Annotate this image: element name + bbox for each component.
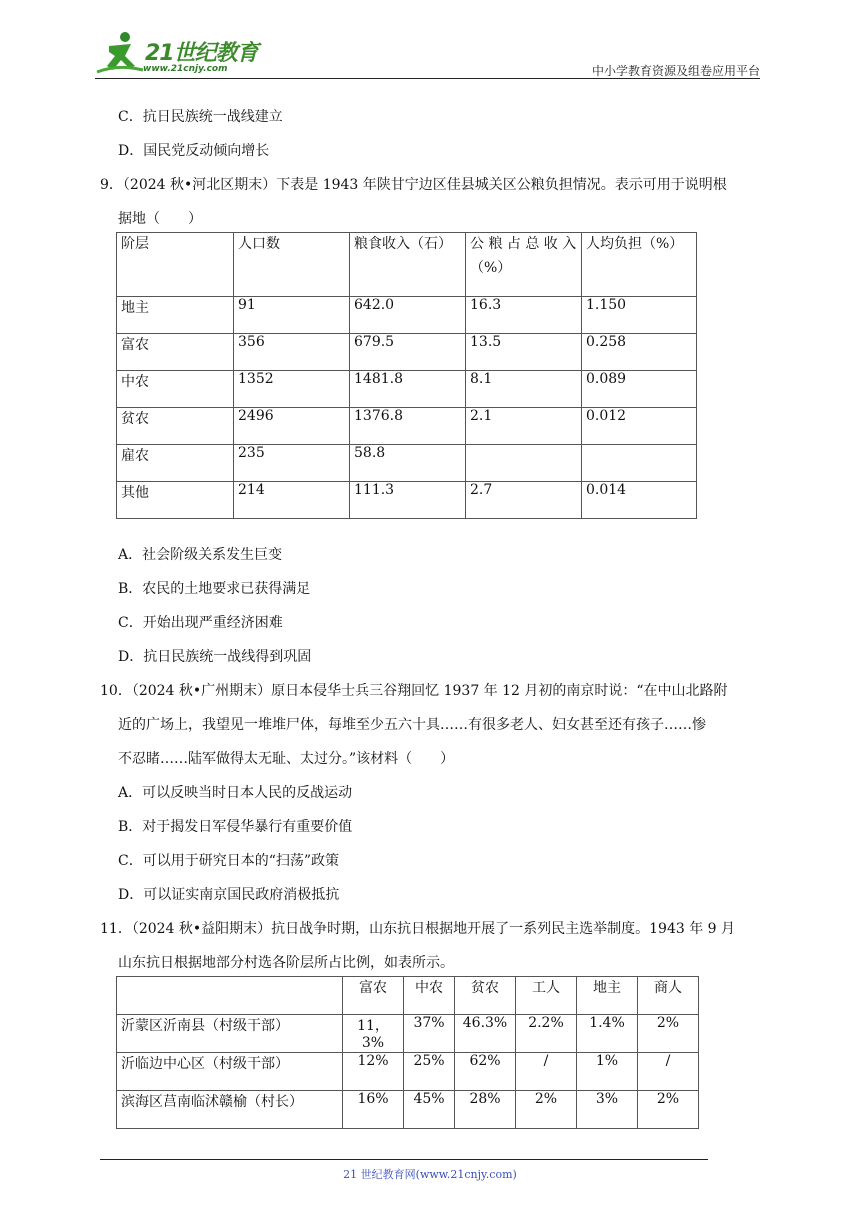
table-cell: 45% bbox=[404, 1091, 455, 1129]
table-cell: / bbox=[516, 1053, 577, 1091]
header-cell: 贫农 bbox=[455, 977, 516, 1015]
q9-option-b: B．农民的土地要求已获得满足 bbox=[118, 581, 311, 597]
table-cell: 1376.8 bbox=[350, 408, 466, 445]
table-cell: 111.3 bbox=[350, 482, 466, 519]
header-cell: 工人 bbox=[516, 977, 577, 1015]
table-cell: 滨海区莒南临沭赣榆（村长） bbox=[117, 1091, 343, 1129]
q9-option-c: C．开始出现严重经济困难 bbox=[118, 615, 283, 631]
q10-option-b: B．对于揭发日军侵华暴行有重要价值 bbox=[118, 819, 353, 835]
footer-link[interactable]: 21 世纪教育网(www.21cnjy.com) bbox=[343, 1168, 517, 1181]
table-cell: 富农 bbox=[117, 334, 234, 371]
table-cell bbox=[582, 445, 697, 482]
header-cell bbox=[117, 977, 343, 1015]
table-cell: 2.7 bbox=[466, 482, 582, 519]
table-cell: 8.1 bbox=[466, 371, 582, 408]
platform-name: 中小学教育资源及组卷应用平台 bbox=[591, 64, 760, 78]
site-logo bbox=[95, 30, 265, 80]
header-cell: 富农 bbox=[343, 977, 404, 1015]
table-cell: 235 bbox=[234, 445, 350, 482]
table-cell: 356 bbox=[234, 334, 350, 371]
header-cell bbox=[466, 233, 582, 297]
table-cell: 214 bbox=[234, 482, 350, 519]
q9-option-d: D．抗日民族统一战线得到巩固 bbox=[118, 649, 312, 665]
header-text: 公 粮 占 总 收 入 bbox=[470, 236, 577, 252]
table-cell: 16.3 bbox=[466, 297, 582, 334]
table-header-row bbox=[117, 233, 697, 297]
q10-stem-line3: 不忍睹……陆军做得太无耻、太过分。”该材料（ ） bbox=[118, 751, 455, 767]
table-cell: 1.4% bbox=[577, 1015, 638, 1053]
q11-stem-line1: 11．（2024 秋•益阳期末）抗日战争时期，山东抗日根据地开展了一系列民主选举制度。1943 年 9 月 bbox=[100, 921, 736, 937]
q9-table bbox=[116, 232, 697, 519]
table-row bbox=[117, 1091, 699, 1129]
header-cell: 人均负担（%） bbox=[582, 233, 697, 297]
q10-stem-line2: 近的广场上，我望见一堆堆尸体，每堆至少五六十具……有很多老人、妇女甚至还有孩子……惨 bbox=[118, 717, 706, 733]
q9-option-a: A．社会阶级关系发生巨变 bbox=[118, 547, 283, 563]
q11-table bbox=[116, 976, 699, 1129]
table-cell: 0.258 bbox=[582, 334, 697, 371]
table-row bbox=[117, 1015, 699, 1053]
table-header-row bbox=[117, 977, 699, 1015]
table-cell: 62% bbox=[455, 1053, 516, 1091]
table-row bbox=[117, 297, 697, 334]
table-cell: 679.5 bbox=[350, 334, 466, 371]
table-cell: 16% bbox=[343, 1091, 404, 1129]
q11-stem-line2: 山东抗日根据地部分村选各阶层所占比例，如表所示。 bbox=[118, 955, 454, 971]
table-cell: 1352 bbox=[234, 371, 350, 408]
header-cell: 人口数 bbox=[234, 233, 350, 297]
prev-option-c: C．抗日民族统一战线建立 bbox=[118, 109, 283, 125]
header-cell: 粮食收入（石） bbox=[350, 233, 466, 297]
logo-url: www.21cnjy.com bbox=[143, 64, 228, 74]
table-cell: 贫农 bbox=[117, 408, 234, 445]
table-cell: 28% bbox=[455, 1091, 516, 1129]
table-cell: 2496 bbox=[234, 408, 350, 445]
header-divider bbox=[95, 78, 760, 79]
table-cell: 1481.8 bbox=[350, 371, 466, 408]
table-cell: 0.012 bbox=[582, 408, 697, 445]
header-cell: 商人 bbox=[638, 977, 699, 1015]
table-cell: 46.3% bbox=[455, 1015, 516, 1053]
table-cell: 2.1 bbox=[466, 408, 582, 445]
header-cell: 阶层 bbox=[117, 233, 234, 297]
table-cell: 中农 bbox=[117, 371, 234, 408]
table-cell: 91 bbox=[234, 297, 350, 334]
table-cell: 沂蒙区沂南县（村级干部） bbox=[117, 1015, 343, 1053]
table-cell: 地主 bbox=[117, 297, 234, 334]
q10-option-c: C．可以用于研究日本的“扫荡”政策 bbox=[118, 853, 340, 869]
table-cell: 3% bbox=[577, 1091, 638, 1129]
table-cell: 12% bbox=[343, 1053, 404, 1091]
table-row bbox=[117, 334, 697, 371]
table-cell bbox=[466, 445, 582, 482]
table-cell: 1.150 bbox=[582, 297, 697, 334]
table-row bbox=[117, 482, 697, 519]
table-cell: / bbox=[638, 1053, 699, 1091]
table-row bbox=[117, 408, 697, 445]
header-subtext: （%） bbox=[470, 260, 512, 276]
table-cell: 2.2% bbox=[516, 1015, 577, 1053]
header-cell: 地主 bbox=[577, 977, 638, 1015]
table-cell: 雇农 bbox=[117, 445, 234, 482]
table-cell: 37% bbox=[404, 1015, 455, 1053]
header-cell: 中农 bbox=[404, 977, 455, 1015]
table-cell: 1% bbox=[577, 1053, 638, 1091]
table-cell: 25% bbox=[404, 1053, 455, 1091]
q9-stem-line2: 据地（ ） bbox=[118, 211, 202, 227]
table-cell: 642.0 bbox=[350, 297, 466, 334]
runner-logo-icon bbox=[95, 30, 147, 76]
table-cell: 2% bbox=[638, 1015, 699, 1053]
logo-text: 21世纪教育 bbox=[145, 41, 258, 66]
table-row bbox=[117, 371, 697, 408]
q10-option-d: D．可以证实南京国民政府消极抵抗 bbox=[118, 887, 340, 903]
table-cell: 11，3% bbox=[343, 1015, 404, 1053]
q10-option-a: A．可以反映当时日本人民的反战运动 bbox=[118, 785, 353, 801]
table-cell: 2% bbox=[638, 1091, 699, 1129]
table-cell: 0.014 bbox=[582, 482, 697, 519]
q9-stem-line1: 9．（2024 秋•河北区期末）下表是 1943 年陕甘宁边区佳县城关区公粮负担情况。表示可用于说明根 bbox=[100, 177, 727, 193]
table-cell: 0.089 bbox=[582, 371, 697, 408]
prev-option-d: D．国民党反动倾向增长 bbox=[118, 143, 270, 159]
table-row bbox=[117, 1053, 699, 1091]
table-cell: 2% bbox=[516, 1091, 577, 1129]
table-row bbox=[117, 445, 697, 482]
table-cell: 其他 bbox=[117, 482, 234, 519]
table-cell: 沂临边中心区（村级干部） bbox=[117, 1053, 343, 1091]
table-cell: 58.8 bbox=[350, 445, 466, 482]
q10-stem-line1: 10．（2024 秋•广州期末）原日本侵华士兵三谷翔回忆 1937 年 12 月初的南京时说：“在中山北路附 bbox=[100, 683, 728, 699]
footer-divider bbox=[100, 1159, 708, 1160]
table-cell: 13.5 bbox=[466, 334, 582, 371]
page-header bbox=[95, 30, 760, 82]
